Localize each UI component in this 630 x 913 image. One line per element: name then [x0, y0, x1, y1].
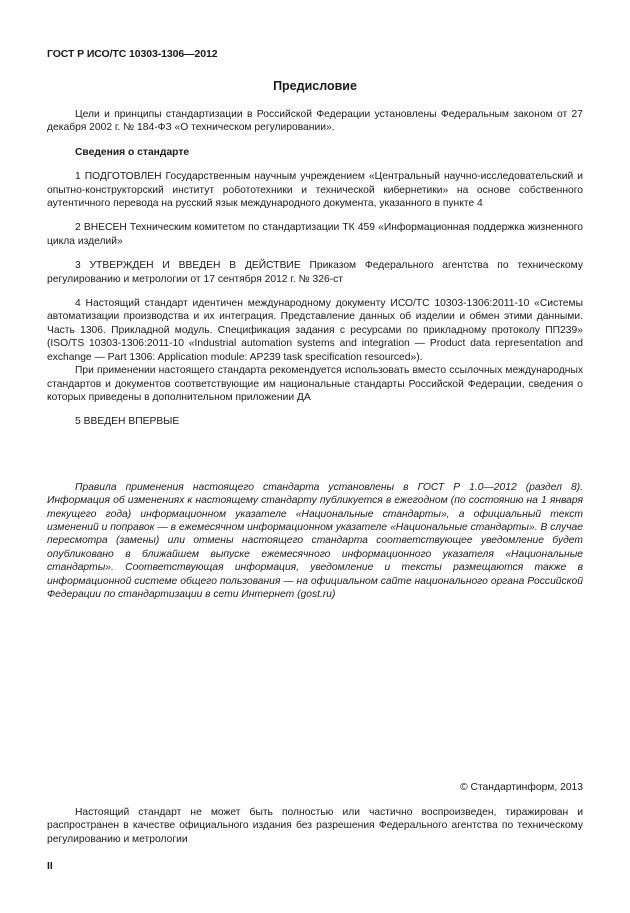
standard-info-heading: Сведения о стандарте [75, 146, 190, 158]
intro-paragraph: Цели и принципы стандартизации в Российской Федерации установлены Федеральным законом от 27 декабря 2002 г. № 184-ФЗ «О техническом регулировании». [47, 109, 583, 134]
copyright-line: © Стандартинформ, 2013 [460, 782, 583, 793]
reproduction-note [47, 806, 583, 846]
notice-paragraph: Правила применения настоящего стандарта установлены в ГОСТ Р 1.0—2012 (раздел 8). Информация об изменениях к настоящему стандарту публикуется в ежегодном (по состоянию на 1 января текущего года) информационном указателе «Национальные стандарты», а официальный текст изменений и поправок — в ежемесячном информационном указателе «Национальные стандарты». В случае пересмотра (замены) или отмены настоящего стандарта соответствующее уведомление будет опубликовано в ближайшем выпуске ежемесячного информационного указателя «Национальные стандарты». Соответствующая информация, уведомление и тексты размещаются также в информационной системе общего пользования — на официальном сайте национального органа Российской Федерации по стандартизации в сети Интернет (gost.ru) [47, 481, 583, 600]
item-application-note: При применении настоящего стандарта рекомендуется использовать вместо ссылочных международных стандартов и документов соответствующие им национальные стандарты Российской Федерации, сведения о которых приведены в дополнительном приложении ДА [47, 365, 583, 403]
document-code-header: ГОСТ Р ИСО/ТС 10303-1306—2012 [47, 48, 218, 60]
page-title: Предисловие [273, 79, 357, 93]
item-introduced: 5 ВВЕДЕН ВПЕРВЫЕ [75, 416, 180, 428]
reproduction-note-text: Настоящий стандарт не может быть полностью или частично воспроизведен, тиражирован и распространен в качестве официального издания без разрешения Федерального агентства по техническому регулированию и метрологии [47, 807, 583, 845]
foreword-body [47, 108, 583, 601]
item-approved: 3 УТВЕРЖДЕН И ВВЕДЕН В ДЕЙСТВИЕ Приказом Федерального агентства по техническому регулированию и метрологии от 17 сентября 2012 г. № 326-ст [47, 260, 583, 285]
page-number: II [47, 861, 53, 872]
item-prepared: 1 ПОДГОТОВЛЕН Государственным научным учреждением «Центральный научно-исследовательский и опытно-конструкторский институт робототехники и технической кибернетики» на основе собственного аутентичного перевода на русский язык международного документа, указанного в пункте 4 [47, 171, 583, 210]
item-submitted: 2 ВНЕСЕН Техническим комитетом по стандартизации ТК 459 «Информационная поддержка жизненного цикла изделий» [47, 222, 583, 247]
item-identical: 4 Настоящий стандарт идентичен международному документу ИСО/ТС 10303-1306:2011-10 «Системы автоматизации производства и их интеграция. Представление данных об изделии и обмен этими данными. Часть 1306. Прикладной модуль. Спецификация задания с ресурсами по прикладному протоколу ПП239» (ISO/TS 10303-1306:2011-10 «Industrial automation systems and integration — Product data representation and exchange — Part 1306: Application module: AP239 task specification resourced»). [47, 298, 583, 363]
